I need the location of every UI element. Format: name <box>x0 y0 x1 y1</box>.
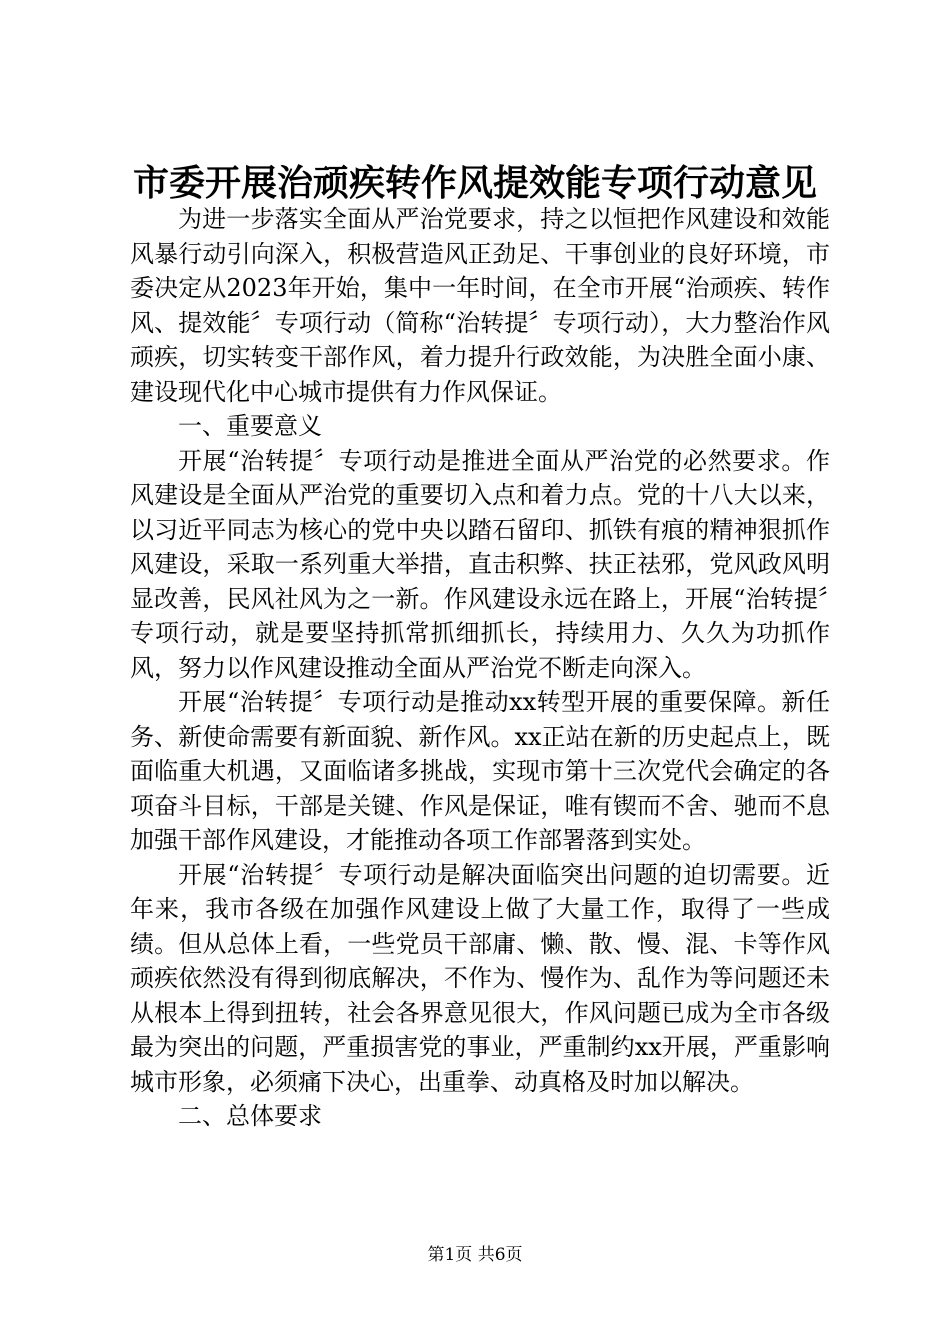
document-title: 市委开展治顽疾转作风提效能专项行动意见 <box>132 162 817 204</box>
section-heading-overall-requirements: 二、总体要求 <box>178 1102 322 1130</box>
paragraph-transformation-guarantee: 开展“治转提〞专项行动是推动xx转型开展的重要保障。新任务、新使命需要有新面貌、新作风。xx正站在新的历史起点上，既面临重大机遇，又面临诸多挑战，实现市第十三次党代会确定的各项奋斗目标，干部是关键、作风是保证，唯有锲而不舍、驰而不息加强干部作风建设，才能推动各项工作部署落到实处。 <box>130 688 830 854</box>
page-footer: 第1页 共6页 <box>427 1245 523 1265</box>
paragraph-urgent-need: 开展“治转提〞专项行动是解决面临突出问题的迫切需要。近年来，我市各级在加强作风建设上做了大量工作，取得了一些成绩。但从总体上看，一些党员干部庸、懒、散、慢、混、卡等作风顽疾依然没有得到彻底解决，不作为、慢作为、乱作为等问题还未从根本上得到扭转，社会各界意见很大，作风问题已成为全市各级最为突出的问题，严重损害党的事业，严重制约xx开展，严重影响城市形象，必须痛下决心，出重拳、动真格及时加以解决。 <box>130 860 830 1096</box>
intro-paragraph: 为进一步落实全面从严治党要求，持之以恒把作风建设和效能风暴行动引向深入，积极营造风正劲足、干事创业的良好环境，市委决定从2023年开始，集中一年时间，在全市开展“治顽疾、转作风、提效能〞专项行动（简称“治转提〞专项行动），大力整治作风顽疾，切实转变干部作风，着力提升行政效能，为决胜全面小康、建设现代化中心城市提供有力作风保证。 <box>130 205 830 406</box>
section-heading-significance: 一、重要意义 <box>178 412 322 440</box>
paragraph-party-governance: 开展“治转提〞专项行动是推进全面从严治党的必然要求。作风建设是全面从严治党的重要切入点和着力点。党的十八大以来，以习近平同志为核心的党中央以踏石留印、抓铁有痕的精神狠抓作风建设，采取一系列重大举措，直击积弊、扶正祛邪，党风政风明显改善，民风社风为之一新。作风建设永远在路上，开展“治转提〞专项行动，就是要坚持抓常抓细抓长，持续用力、久久为功抓作风，努力以作风建设推动全面从严治党不断走向深入。 <box>130 446 830 682</box>
document-body <box>130 202 830 1134</box>
